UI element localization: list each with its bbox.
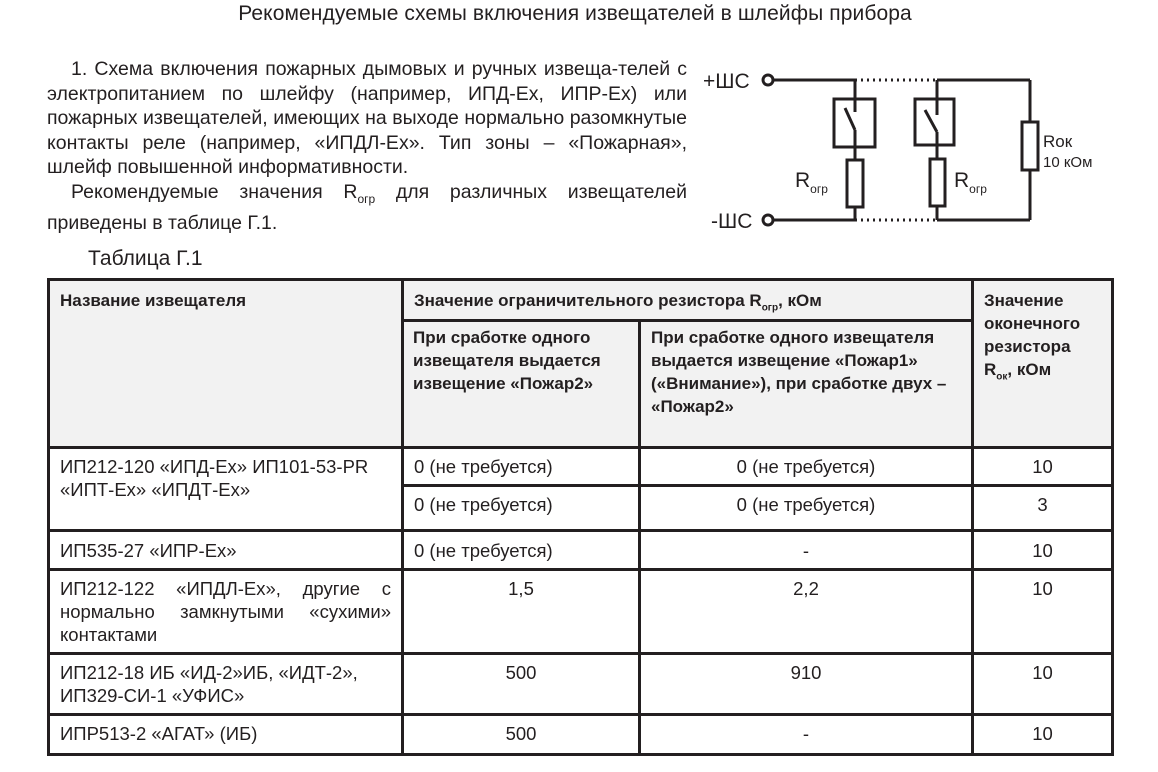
cell-rend: 10 xyxy=(973,448,1113,486)
detector-2-switch xyxy=(925,110,937,132)
cell-name: ИПР513-2 «АГАТ» (ИБ) xyxy=(49,715,403,755)
table-caption: Таблица Г.1 xyxy=(88,247,203,270)
resistor-table xyxy=(47,278,1114,756)
cell-name: ИП212-120 «ИПД-Ex» ИП101-53-PR «ИПТ-Ex» «ИПДТ-Ex» xyxy=(49,448,403,531)
subheader-fire1: При сработке одного извещателя выдается извещение «Пожар1» («Внимание»), при сработке двух – «Пожар2» xyxy=(640,321,973,448)
minus-terminal-label: -ШС xyxy=(711,210,753,233)
cell-r1: 0 (не требуется) xyxy=(403,486,640,531)
cell-r2: 2,2 xyxy=(640,570,973,654)
subheader-fire2: При сработке одного извещателя выдается извещение «Пожар2» xyxy=(403,321,640,448)
cell-rend: 10 xyxy=(973,531,1113,570)
cell-r1: 0 (не требуется) xyxy=(403,448,640,486)
table-row xyxy=(49,654,1113,715)
cell-rend: 10 xyxy=(973,654,1113,715)
cell-name: ИП212-18 ИБ «ИД-2»ИБ, «ИДТ-2», ИП329-СИ-1 «УФИС» xyxy=(49,654,403,715)
cell-r2: 0 (не требуется) xyxy=(640,486,973,531)
limit-resistor-1 xyxy=(847,160,863,207)
cell-r2: - xyxy=(640,715,973,755)
header-end-resistor: Значение оконечного резистора $R_{ок}$, кОм xyxy=(973,280,1113,448)
cell-r1: 500 xyxy=(403,654,640,715)
cell-r2: 910 xyxy=(640,654,973,715)
cell-name: ИП535-27 «ИПР-Ex» xyxy=(49,531,403,570)
cell-r2: - xyxy=(640,531,973,570)
limit-resistor-2 xyxy=(930,159,945,206)
end-resistor-label: Rок xyxy=(1043,132,1073,151)
cell-rend: 10 xyxy=(973,570,1113,654)
detector-2-box xyxy=(915,99,954,145)
limit-resistor-2-label: $R_{огр}$ xyxy=(954,169,987,196)
cell-r2: 0 (не требуется) xyxy=(640,448,973,486)
table-row xyxy=(49,531,1113,570)
cell-rend: 3 xyxy=(973,486,1113,531)
header-limit-resistor: Значение ограничительного резистора $R_{огр}$, кОм xyxy=(403,280,973,321)
table-row xyxy=(49,570,1113,654)
cell-r1: 0 (не требуется) xyxy=(403,531,640,570)
end-resistor-value: 10 кОм xyxy=(1043,154,1093,171)
cell-name: ИП212-122 «ИПДЛ-Ex», другие с нормально замкнутыми «сухими» контактами xyxy=(49,570,403,654)
table-row xyxy=(49,715,1113,755)
paragraph-1: 1. Схема включения пожарных дымовых и ручных извеща-телей с электропитанием по шлейфу (например, ИПД-Ex, ИПР-Ex) или пожарных извещателей, имеющих на выходе нормально разомкнутые контакты реле (например, «ИПДЛ-Ex». Тип зоны – «Пожарная», шлейф повышенной информативности. xyxy=(47,58,687,179)
intro-text xyxy=(47,57,687,236)
cell-rend: 10 xyxy=(973,715,1113,755)
table-row xyxy=(49,448,1113,486)
plus-terminal-label: +ШС xyxy=(703,70,750,93)
header-row xyxy=(49,280,1113,321)
cell-r1: 500 xyxy=(403,715,640,755)
plus-terminal-icon xyxy=(763,75,773,85)
cell-r1: 1,5 xyxy=(403,570,640,654)
limit-resistor-1-label: $R_{огр}$ xyxy=(795,169,828,196)
paragraph-2: Рекомендуемые значения $R_{огр}$ для различных извещателей приведены в таблице Г.1. xyxy=(47,180,687,235)
header-name: Название извещателя xyxy=(49,280,403,448)
end-resistor xyxy=(1022,122,1038,170)
minus-terminal-icon xyxy=(763,215,773,225)
circuit-diagram xyxy=(690,50,1130,240)
page-title: Рекомендуемые схемы включения извещателей в шлейфы прибора xyxy=(238,2,912,25)
